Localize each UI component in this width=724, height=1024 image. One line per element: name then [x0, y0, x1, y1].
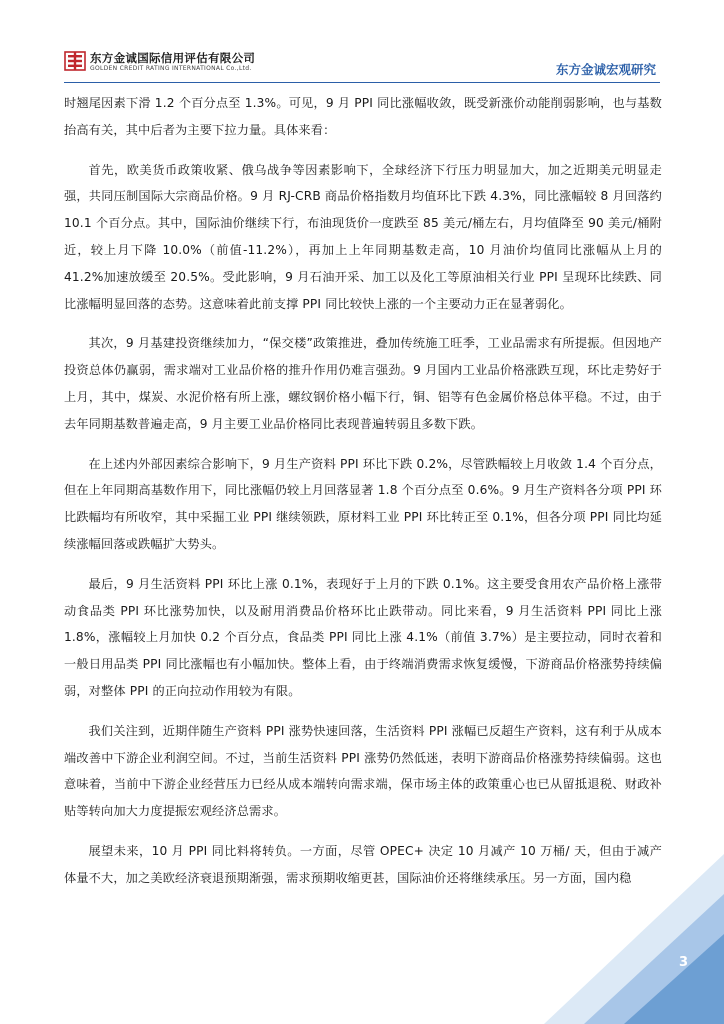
paragraph: 时翘尾因素下滑 1.2 个百分点至 1.3%。可见，9 月 PPI 同比涨幅收敛，既受新涨价动能削弱影响，也与基数抬高有关，其中后者为主要下拉力量。具体来看：	[64, 96, 662, 137]
page-number: 3	[678, 955, 688, 970]
corner-decoration	[544, 854, 724, 1024]
company-logo-icon	[64, 50, 86, 72]
series-title: 东方金诚宏观研究	[555, 62, 656, 77]
paragraph: 在上述内外部因素综合影响下，9 月生产资料 PPI 环比下跌 0.2%，尽管跌幅较上月收敛 1.4 个百分点，但在上年同期高基数作用下，同比涨幅仍较上月回落显著 1.8 个百分点至 0.6%。9 月生产资料各分项 PPI 环比跌幅均有所收窄，其中采掘工业 PPI 继续领跌，原材料工业 PPI 环比转正至 0.1%，但各分项 PPI 同比均延续涨幅回落或跌幅扩大势头。	[64, 456, 662, 551]
paragraph: 我们关注到，近期伴随生产资料 PPI 涨势快速回落，生活资料 PPI 涨幅已反超生产资料，这有利于从成本端改善中下游企业利润空间。不过，当前生活资料 PPI 涨势仍然低迷，表明下游商品价格涨势持续偏弱。这也意味着，当前中下游企业经营压力已经从成本端转向需求端，保市场主体的政策重心也已从留抵退税、财政补贴等转向加大力度提振宏观经济总需求。	[64, 723, 662, 819]
page-header	[0, 0, 724, 90]
body-text	[64, 90, 662, 905]
paragraph: 展望未来，10 月 PPI 同比料将转负。一方面，尽管 OPEC+ 决定 10 月减产 10 万桶/ 天，但由于减产体量不大，加之美欧经济衰退预期渐强，需求预期收缩更甚，国际油价还将继续承压。另一方面，国内稳	[64, 843, 662, 885]
company-name-english: GOLDEN CREDIT RATING INTERNATIONAL Co.,Ltd.	[90, 65, 252, 72]
company-name: 东方金诚国际信用评估有限公司	[90, 51, 256, 65]
paragraph: 最后，9 月生活资料 PPI 环比上涨 0.1%，表现好于上月的下跌 0.1%。这主要受食用农产品价格上涨带动食品类 PPI 环比涨势加快，以及耐用消费品价格环比止跌带动。同比来看，9 月生活资料 PPI 同比上涨 1.8%，涨幅较上月加快 0.2 个百分点，食品类 PPI 同比上涨 4.1%（前值 3.7%）是主要拉动，同时衣着和一般日用品类 PPI 同比涨幅也有小幅加快。整体上看，由于终端消费需求恢复缓慢，下游商品价格涨势持续偏弱，对整体 PPI 的正向拉动作用较为有限。	[64, 576, 662, 698]
paragraph: 首先，欧美货币政策收紧、俄乌战争等因素影响下，全球经济下行压力明显加大，加之近期美元明显走强，共同压制国际大宗商品价格。9 月 RJ-CRB 商品价格指数月均值环比下跌 4.3%，同比涨幅较 8 月回落约 10.1 个百分点。其中，国际油价继续下行，布油现货价一度跌至 85 美元/桶左右，月均值降至 90 美元/桶附近，较上月下降 10.0%（前值-11.2%），再加上上年同期基数走高，10 月油价均值同比涨幅从上月的 41.2%加速放缓至 20.5%。受此影响，9 月石油开采、加工以及化工等原油相关行业 PPI 呈现环比续跌、同比涨幅明显回落的态势。这意味着此前支撑 PPI 同比较快上涨的一个主要动力正在显著弱化。	[64, 162, 662, 311]
header-divider	[64, 82, 660, 83]
paragraph: 其次，9 月基建投资继续加力，“保交楼”政策推进，叠加传统施工旺季，工业品需求有所提振。但因地产投资总体仍赢弱，需求端对工业品价格的推升作用仍难言强劲。9 月国内工业品价格涨跌互现，环比走势好于上月，其中，煤炭、水泥价格有所上涨，螺纹钢价格小幅下行，铜、铝等有色金属价格总体平稳。不过，由于去年同期基数普遍走高，9 月主要工业品价格同比表现普遍转弱且多数下跌。	[64, 336, 662, 431]
